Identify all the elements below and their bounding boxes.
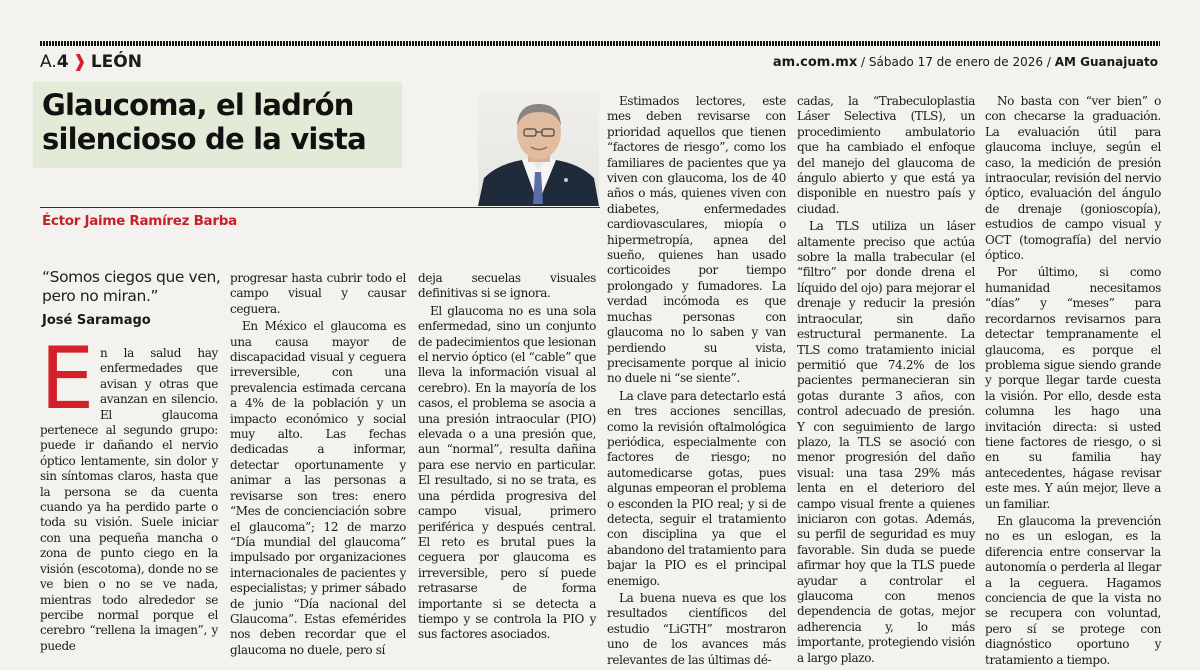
edition-name: AM Guanajuato [1054, 55, 1158, 69]
column-5 [797, 94, 975, 668]
epigraph-author: José Saramago [42, 313, 151, 328]
column-4 [607, 94, 786, 670]
headline-line: Glaucoma, el ladrón [42, 88, 354, 122]
paragraph: n la salud hay enfermedades que avisan y otras que avanzan en silencio. El glaucoma pertenece al segundo grupo: puede ir dañando el nervio óptico lentamente, sin dolor y sin síntomas claros, hasta que la persona se da cuenta cuando ya ha perdido parte o toda su visión. Suele iniciar con una pequeña mancha o zona de punto ciego en la visión (escotoma), donde no se ve bien o no se ve nada, mientras todo alrededor se percibe normal porque el cerebro “rellena la imagen”, y puede [40, 346, 218, 653]
paragraph: En México el glaucoma es una causa mayor de discapacidad visual y ceguera irreversible, con una prevalencia estimada cercana a 4% de la población y un impacto económico y social muy alto. Las fechas dedicadas a informar, detectar oportunamente y animar a las personas a revisarse son tres: enero “Mes de concienciación sobre el glaucoma”; 12 de marzo “Día mundial del glaucoma” impulsado por organizaciones internacionales de pacientes y especialistas; y primer sábado de junio “Día nacional del Glaucoma”. Estas efemérides nos deben recordar que el glaucoma no duele, pero sí [230, 319, 406, 657]
page-number: 4 [56, 52, 69, 72]
column-3 [418, 271, 596, 645]
masthead-info [773, 55, 1158, 70]
epigraph-quote: “Somos ciegos que ven, pero no miran.” [42, 268, 221, 305]
paragraph: cadas, la “Trabeculoplastia Láser Selectiva (TLS), un procedimiento ambulatorio que ha cambiado el enfoque del manejo del glaucoma de ángulo abierto y que está ya disponible en nuestro país y ciudad. [797, 94, 975, 216]
paragraph: La clave para detectarlo está en tres acciones sencillas, como la revisión oftalmológica periódica, especialmente con factores de riesgo; no automedicarse gotas, pues algunas empeoran el problema o esconden la PIO real; y si de detecta, seguir el tratamiento con disciplina ya que el abandono del tratamiento para bajar la PIO es el principal enemigo. [607, 388, 787, 588]
paragraph: Por último, si como humanidad necesitamos “días” y “meses” para recordarnos revisarnos para detectar tempranamente el glaucoma, es porque el problema sigue siendo grande y porque llegar tarde cuesta la visión. Por ello, desde esta columna les hago una invitación directa: si usted tiene factores de riesgo, o si en su familia hay antecedentes, hágase revisar este mes. Y aún mejor, lleve a un familiar. [985, 265, 1161, 511]
top-rule [40, 41, 1160, 46]
section-mark-icon: ❱ [72, 52, 87, 72]
drop-cap: E [40, 329, 94, 429]
author-portrait-icon [478, 92, 599, 206]
separator: / [1043, 55, 1055, 69]
paragraph: No basta con “ver bien” o con checarse la graduación. La evaluación útil para glaucoma incluye, según el caso, la medición de presión intraocular, revisión del nervio óptico, evaluación del ángulo de drenaje (gonioscopía), estudios de campo visual y OCT (tomografía) del nervio óptico. [985, 94, 1161, 263]
paragraph: progresar hasta cubrir todo el campo visual y causar ceguera. [230, 271, 406, 316]
separator: / [857, 55, 869, 69]
page-folio [40, 52, 142, 72]
page-prefix: A. [40, 52, 57, 72]
paragraph: La TLS utiliza un láser altamente preciso que actúa sobre la malla trabecular (el “filtro” por donde drena el líquido del ojo) para mejorar el drenaje y reducir la presión intraocular, sin daño estructural permanente. La TLS como tratamiento inicial permitió que 74.2% de los pacientes permanecieran sin gotas durante 3 años, con control adecuado de presión. Y con seguimiento de largo plazo, la TLS se asoció con menor progresión del daño visual: una tasa 29% más lenta en el deterioro del campo visual frente a quienes iniciaron con gotas. Además, su perfil de seguridad es muy favorable. Sin duda se puede afirmar hoy que la TLS puede ayudar a controlar el glaucoma con menos dependencia de gotas, mejor adherencia y, lo más importante, protegiendo visión a largo plazo. [797, 219, 975, 665]
paragraph: El glaucoma no es una sola enfermedad, sino un conjunto de padecimientos que lesionan el nervio óptico (el “cable” que lleva la información visual al cerebro). En la mayoría de los casos, el problema se asocia a una presión intraocular (PIO) elevada o a una presión que, aun “normal”, resulta dañina para ese nervio en particular. El resultado, si no se trata, es una pérdida progresiva del campo visual, primero periférica y después central. El reto es brutal pues la ceguera por glaucoma es irreversible, pero sí puede retrasarse de forma importante si se detecta a tiempo y se controla la PIO y sus factores asociados. [418, 303, 596, 642]
paragraph: Estimados lectores, este mes deben revisarse con prioridad aquellos que tienen “factores de riesgo”, como los familiares de pacientes que ya viven con glaucoma, los de 40 años o más, quienes viven con diabetes, enfermedades cardiovasculares, miopía o hipermetropía, apnea del sueño, quienes han usado corticoides por tiempo prolongado y fumadores. La verdad incómoda es que muchas personas con glaucoma no lo saben y van perdiendo su vista, precisamente porque al inicio no duele ni “se siente”. [607, 94, 786, 386]
headline-line: silencioso de la vista [42, 122, 366, 156]
site-url: am.com.mx [772, 55, 858, 70]
section-name: LEÓN [90, 52, 142, 72]
article-headline [42, 88, 366, 156]
paragraph: La buena nueva es que los resultados científicos del estudio “LiGTH” mostraron uno de los avances más relevantes de las últimas dé- [607, 591, 786, 667]
column-2 [230, 271, 406, 660]
column-6 [985, 94, 1161, 670]
author-photo [478, 92, 599, 206]
issue-date: Sábado 17 de enero de 2026 [868, 55, 1044, 69]
author-byline: Éctor Jaime Ramírez Barba [42, 213, 237, 229]
paragraph: deja secuelas visuales definitivas si se ignora. [418, 271, 596, 301]
paragraph: En glaucoma la prevención no es un eslogan, es la diferencia entre conservar la autonomía o perderla al llegar a la ceguera. Hagamos conciencia de que la vista no se recupera con voluntad, pero sí se protege con diagnóstico oportuno y tratamiento a tiempo. [985, 513, 1161, 667]
column-1 [40, 329, 218, 656]
byline-rule [40, 207, 600, 208]
